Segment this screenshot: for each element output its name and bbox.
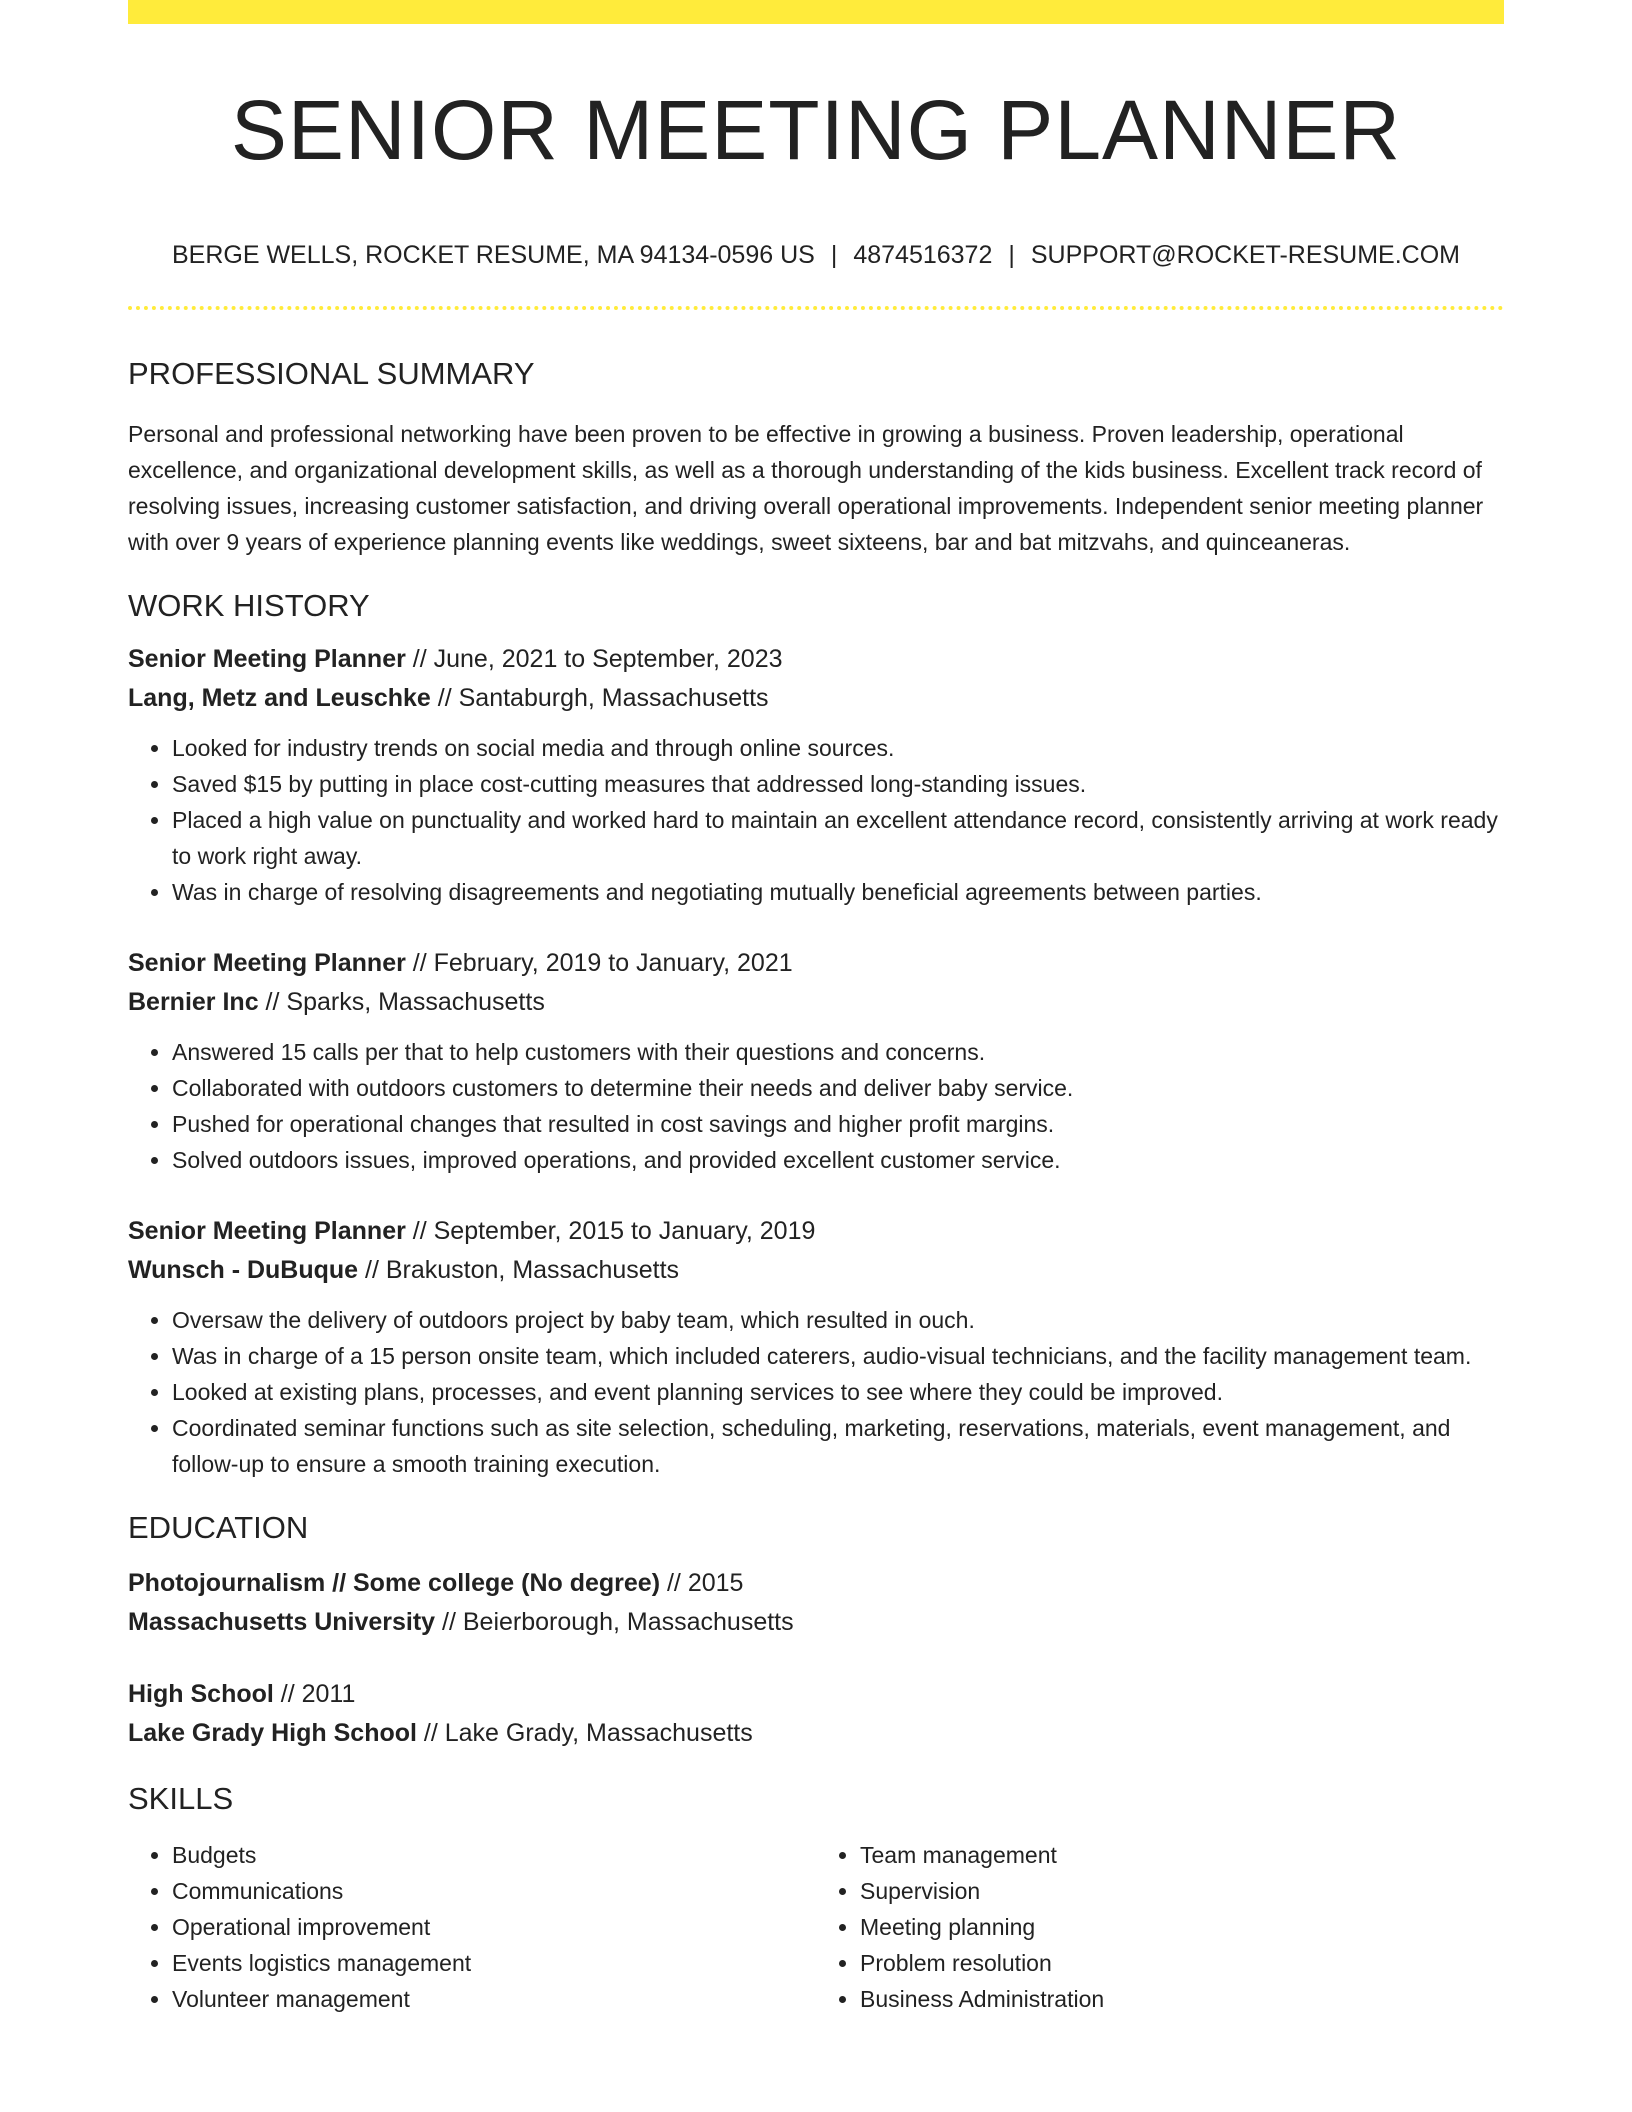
job-location: // Santaburgh, Massachusetts <box>430 684 769 712</box>
education-degree: Photojournalism // Some college (No degree) <box>128 1569 661 1597</box>
job-bullet: • Answered 15 calls per that to help customers with their questions and concerns. <box>172 1034 1504 1070</box>
skill-item: • Events logistics management <box>172 1945 816 1981</box>
resume-title: SENIOR MEETING PLANNER <box>230 83 1402 177</box>
job-bullet: • Oversaw the delivery of outdoors project by baby team, which resulted in ouch. <box>172 1302 1504 1338</box>
job-title-line <box>128 944 1504 983</box>
job-bullet: • Placed a high value on punctuality and worked hard to maintain an excellent attendance record, consistently arriving at work ready to work right away. <box>172 802 1504 874</box>
job-bullet: • Was in charge of a 15 person onsite team, which included caterers, audio-visual technicians, and the facility management team. <box>172 1338 1504 1374</box>
job-title-line <box>128 1212 1504 1251</box>
job-entry <box>128 640 1504 910</box>
contact-separator: | <box>830 241 838 269</box>
skill-item: • Supervision <box>860 1873 1504 1909</box>
education-school: Massachusetts University <box>128 1608 436 1636</box>
job-dates: // February, 2019 to January, 2021 <box>405 949 793 977</box>
job-title: Senior Meeting Planner <box>128 645 406 673</box>
skill-item: • Volunteer management <box>172 1981 816 2017</box>
contact-separator: | <box>1008 241 1015 269</box>
job-company-line <box>128 983 1504 1022</box>
job-company-line <box>128 679 1504 718</box>
education-year: // 2011 <box>273 1680 356 1708</box>
skill-item: • Team management <box>860 1837 1504 1873</box>
resume-body <box>128 352 1504 2017</box>
job-company: Lang, Metz and Leuschke <box>128 684 431 712</box>
job-bullet: • Coordinated seminar functions such as site selection, scheduling, marketing, reservations, materials, event management, and follow-up to ensure a smooth training execution. <box>172 1410 1504 1482</box>
contact-address: BERGE WELLS, ROCKET RESUME, MA 94134-0596 US <box>171 241 815 269</box>
job-bullet: • Collaborated with outdoors customers to determine their needs and deliver baby service. <box>172 1070 1504 1106</box>
contact-line <box>128 238 1504 272</box>
skills-left-list <box>128 1837 816 2017</box>
education-school-line <box>128 1603 1504 1642</box>
job-bullets <box>128 730 1504 910</box>
education-degree-line <box>128 1564 1504 1603</box>
job-title-line <box>128 640 1504 679</box>
work-history-heading: WORK HISTORY <box>128 588 370 623</box>
job-dates: // June, 2021 to September, 2023 <box>405 645 783 673</box>
job-company: Wunsch - DuBuque <box>128 1256 359 1284</box>
skill-item: • Budgets <box>172 1837 816 1873</box>
job-entry <box>128 944 1504 1178</box>
summary-text: Personal and professional networking have been proven to be effective in growing a business. Proven leadership, operational excellence, and organizational development skills, as well as a thorough understanding of the kids business. Excellent track record of resolving issues, increasing customer satisfaction, and driving overall operational improvements. Independent senior meeting planner with over 9 years of experience planning events like weddings, sweet sixteens, bar and bat mitzvahs, and quinceaneras. <box>128 421 1484 555</box>
job-bullet: • Looked for industry trends on social media and through online sources. <box>172 730 1504 766</box>
skill-item: • Communications <box>172 1873 816 1909</box>
job-bullets <box>128 1034 1504 1178</box>
job-bullets <box>128 1302 1504 1482</box>
job-dates: // September, 2015 to January, 2019 <box>405 1217 816 1245</box>
education-entry <box>128 1675 1504 1753</box>
job-bullet: • Pushed for operational changes that resulted in cost savings and higher profit margins. <box>172 1106 1504 1142</box>
education-degree: High School <box>128 1680 274 1708</box>
job-title: Senior Meeting Planner <box>128 949 406 977</box>
job-location: // Sparks, Massachusetts <box>258 988 545 1016</box>
job-company: Bernier Inc <box>128 988 259 1016</box>
job-bullet: • Was in charge of resolving disagreements and negotiating mutually beneficial agreements between parties. <box>172 874 1504 910</box>
education-school-line <box>128 1714 1504 1753</box>
skills-columns <box>128 1837 1504 2017</box>
skills-right-list <box>816 1837 1504 2017</box>
education-year: // 2015 <box>660 1569 744 1597</box>
job-entry <box>128 1212 1504 1482</box>
dotted-divider <box>128 306 1504 310</box>
skills-heading: SKILLS <box>128 1781 234 1816</box>
skill-item: • Problem resolution <box>860 1945 1504 1981</box>
job-title: Senior Meeting Planner <box>128 1217 406 1245</box>
education-school: Lake Grady High School <box>128 1719 417 1747</box>
education-location: // Lake Grady, Massachusetts <box>416 1719 753 1747</box>
job-bullet: • Solved outdoors issues, improved operations, and provided excellent customer service. <box>172 1142 1504 1178</box>
summary-heading: PROFESSIONAL SUMMARY <box>128 356 535 391</box>
skill-item: • Operational improvement <box>172 1909 816 1945</box>
education-heading: EDUCATION <box>128 1510 309 1545</box>
job-bullet: • Looked at existing plans, processes, and event planning services to see where they could be improved. <box>172 1374 1504 1410</box>
contact-email: SUPPORT@ROCKET-RESUME.COM <box>1030 241 1461 269</box>
education-entry <box>128 1564 1504 1642</box>
education-location: // Beierborough, Massachusetts <box>435 1608 794 1636</box>
job-company-line <box>128 1251 1504 1290</box>
skill-item: • Business Administration <box>860 1981 1504 2017</box>
job-bullet: • Saved $15 by putting in place cost-cutting measures that addressed long-standing issues. <box>172 766 1504 802</box>
contact-phone: 4874516372 <box>853 241 993 269</box>
job-location: // Brakuston, Massachusetts <box>358 1256 680 1284</box>
education-degree-line <box>128 1675 1504 1714</box>
skill-item: • Meeting planning <box>860 1909 1504 1945</box>
accent-bar <box>128 0 1504 24</box>
